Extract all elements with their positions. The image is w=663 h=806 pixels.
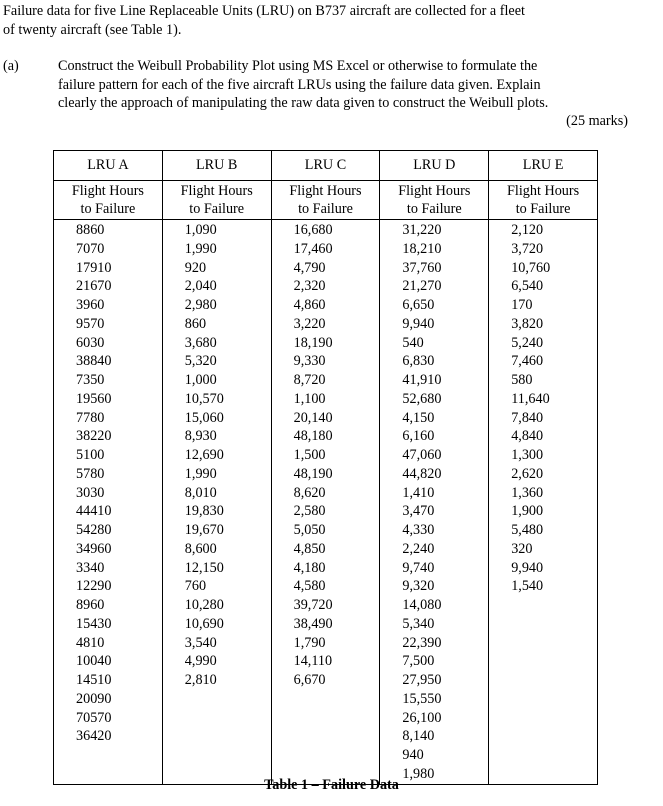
failure-value: 1,980 [402,765,435,782]
subheader-line: Flight Hours [289,183,362,199]
col-header-lru-d: LRU D [380,151,489,181]
failure-value: 6,540 [511,278,544,295]
failure-value: 14510 [76,672,112,688]
failure-value: 22,390 [402,634,442,651]
failure-value: 18,210 [402,240,442,257]
failure-value: 41,910 [402,372,442,388]
failure-value: 3340 [76,559,105,576]
failure-value: 1,500 [293,447,326,463]
failure-value: 4,840 [511,428,544,445]
subheader-lru-c [271,181,380,220]
failure-value: 20090 [76,690,112,707]
failure-value: 17,460 [293,240,333,257]
failure-value: 19560 [76,390,112,407]
failure-value: 580 [511,372,533,388]
failure-value: 15,060 [184,409,224,426]
failure-value: 5,050 [293,522,326,538]
failure-value: 1,990 [184,240,217,257]
failure-value: 19,670 [184,522,224,538]
subheader-line: to Failure [515,201,571,217]
failure-value: 2,580 [293,503,326,520]
failure-value: 6,650 [402,297,435,313]
failure-value: 7780 [76,409,105,426]
failure-value: 1,990 [184,465,217,482]
question-marks: (25 marks) [566,113,628,129]
values-lru-b [162,220,271,785]
failure-value: 3,680 [184,334,217,351]
failure-value: 5,240 [511,334,544,351]
failure-value: 4,150 [402,409,435,426]
failure-value: 4,180 [293,559,326,576]
failure-value: 1,000 [184,372,217,388]
failure-value: 1,410 [402,484,435,501]
failure-value: 6,830 [402,353,435,370]
intro-line-1: Failure data for five Line Replaceable Units (LRU) on B737 aircraft are collected for a fleet [3,3,525,19]
failure-value: 2,980 [184,297,217,313]
failure-value: 5,480 [511,522,544,538]
subheader-line: Flight Hours [398,183,471,199]
subheader-lru-a [54,181,163,220]
failure-value: 14,110 [293,653,333,670]
values-lru-e [489,220,598,785]
failure-value: 3,220 [293,315,326,332]
failure-value: 31,220 [402,222,442,238]
failure-value: 4810 [76,634,105,651]
failure-value: 4,330 [402,522,435,538]
question-line-3: clearly the approach of manipulating the raw data given to construct the Weibull plots. [58,95,549,111]
failure-value: 7070 [76,240,105,257]
failure-value: 1,900 [511,503,544,520]
failure-value: 3960 [76,297,105,313]
failure-value: 7,840 [511,409,544,426]
failure-value: 16,680 [293,222,333,238]
failure-value: 6,670 [293,672,326,688]
question-text [58,57,634,113]
subheader-line: Flight Hours [507,183,580,199]
failure-value: 4,860 [293,297,326,313]
failure-value: 8,600 [184,540,217,557]
col-header-lru-b: LRU B [162,151,271,181]
failure-value: 27,950 [402,672,442,688]
failure-value: 20,140 [293,409,333,426]
failure-value: 8860 [76,222,105,238]
failure-value: 1,100 [293,390,326,407]
failure-value: 10040 [76,653,112,670]
failure-value: 3,470 [402,503,435,520]
question-label: (a) [3,58,19,74]
intro-line-2: of twenty aircraft (see Table 1). [3,21,182,38]
failure-value: 7,500 [402,653,435,670]
failure-value: 5100 [76,447,105,463]
failure-value: 1,300 [511,447,544,463]
failure-value: 2,040 [184,278,217,295]
col-header-lru-e: LRU E [489,151,598,181]
failure-value: 1,360 [511,484,544,501]
subheader-line: to Failure [406,201,462,217]
values-lru-d [380,220,489,785]
failure-value: 54280 [76,522,112,538]
failure-value: 48,190 [293,465,333,482]
failure-value: 18,190 [293,334,333,351]
failure-value: 2,120 [511,222,544,238]
failure-value: 4,580 [293,578,326,595]
values-lru-c [271,220,380,785]
failure-data-table [53,150,598,785]
failure-value: 2,620 [511,465,544,482]
failure-value: 12,690 [184,447,224,463]
subheader-line: Flight Hours [180,183,253,199]
failure-value: 320 [511,540,533,557]
failure-value: 5,320 [184,353,217,370]
failure-value: 14,080 [402,597,442,613]
subheader-lru-e [489,181,598,220]
failure-value: 39,720 [293,597,333,613]
failure-value: 3,540 [184,634,217,651]
failure-value: 38220 [76,428,112,445]
failure-value: 70570 [76,709,112,726]
failure-value: 2,240 [402,540,435,557]
failure-value: 10,690 [184,615,224,632]
failure-value: 760 [184,578,207,595]
failure-value: 6,160 [402,428,435,445]
failure-value: 9,330 [293,353,326,370]
failure-value: 10,570 [184,390,224,407]
subheader-line: to Failure [298,201,353,217]
failure-value: 940 [402,747,424,763]
failure-value: 5780 [76,465,105,482]
col-header-lru-c: LRU C [271,151,380,181]
failure-value: 4,990 [184,653,217,670]
question-line-2: failure pattern for each of the five aircraft LRUs using the failure data given. Explain [58,76,541,93]
subheader-lru-d [380,181,489,220]
failure-value: 8,010 [184,484,217,501]
failure-value: 920 [184,259,207,276]
intro-paragraph [3,2,655,39]
failure-value: 8,620 [293,484,326,501]
failure-value: 48,180 [293,428,333,445]
failure-value: 26,100 [402,709,442,726]
failure-value: 8,140 [402,728,435,745]
failure-value: 1,790 [293,634,326,651]
failure-value: 6030 [76,334,105,351]
failure-value: 12,150 [184,559,224,576]
failure-value: 9,940 [402,315,435,332]
failure-value: 37,760 [402,259,442,276]
table-caption: Table 1 – Failure Data [264,777,399,793]
failure-value: 44410 [76,503,112,520]
failure-value: 34960 [76,540,112,557]
failure-value: 5,340 [402,615,435,632]
subheader-lru-b [162,181,271,220]
table-values-row [54,220,598,785]
failure-value: 8960 [76,597,105,613]
failure-value: 9570 [76,315,105,332]
subheader-line: to Failure [189,201,245,217]
failure-value: 38840 [76,353,112,370]
subheader-line: to Failure [80,201,136,217]
failure-value: 15430 [76,615,112,632]
col-header-lru-a: LRU A [54,151,163,181]
failure-value: 2,810 [184,672,217,688]
failure-value: 4,850 [293,540,326,557]
failure-value: 540 [402,334,424,351]
failure-value: 12290 [76,578,112,595]
failure-value: 9,320 [402,578,435,595]
failure-value: 52,680 [402,390,442,407]
question-line-1: Construct the Weibull Probability Plot using MS Excel or otherwise to formulate the [58,58,538,74]
failure-value: 11,640 [511,390,550,407]
failure-value: 170 [511,297,533,313]
subheader-line: Flight Hours [71,183,144,199]
table-header-row [54,151,598,181]
failure-value: 7,460 [511,353,544,370]
failure-value: 21,270 [402,278,442,295]
failure-value: 8,930 [184,428,217,445]
values-lru-a [54,220,163,785]
failure-value: 9,740 [402,559,435,576]
failure-value: 1,090 [184,222,217,238]
failure-value: 10,760 [511,259,551,276]
failure-value: 9,940 [511,559,544,576]
failure-value: 44,820 [402,465,442,482]
failure-value: 47,060 [402,447,442,463]
failure-value: 3,820 [511,315,544,332]
failure-value: 21670 [76,278,112,295]
failure-value: 3,720 [511,240,544,257]
failure-value: 8,720 [293,372,326,388]
failure-value: 7350 [76,372,105,388]
failure-value: 860 [184,315,207,332]
failure-value: 38,490 [293,615,333,632]
table-subheader-row [54,181,598,220]
failure-value: 36420 [76,728,112,745]
failure-value: 3030 [76,484,105,501]
failure-value: 1,540 [511,578,544,595]
failure-value: 19,830 [184,503,224,520]
failure-value: 17910 [76,259,112,276]
failure-value: 2,320 [293,278,326,295]
failure-value: 10,280 [184,597,224,613]
failure-value: 4,790 [293,259,326,276]
failure-value: 15,550 [402,690,442,707]
